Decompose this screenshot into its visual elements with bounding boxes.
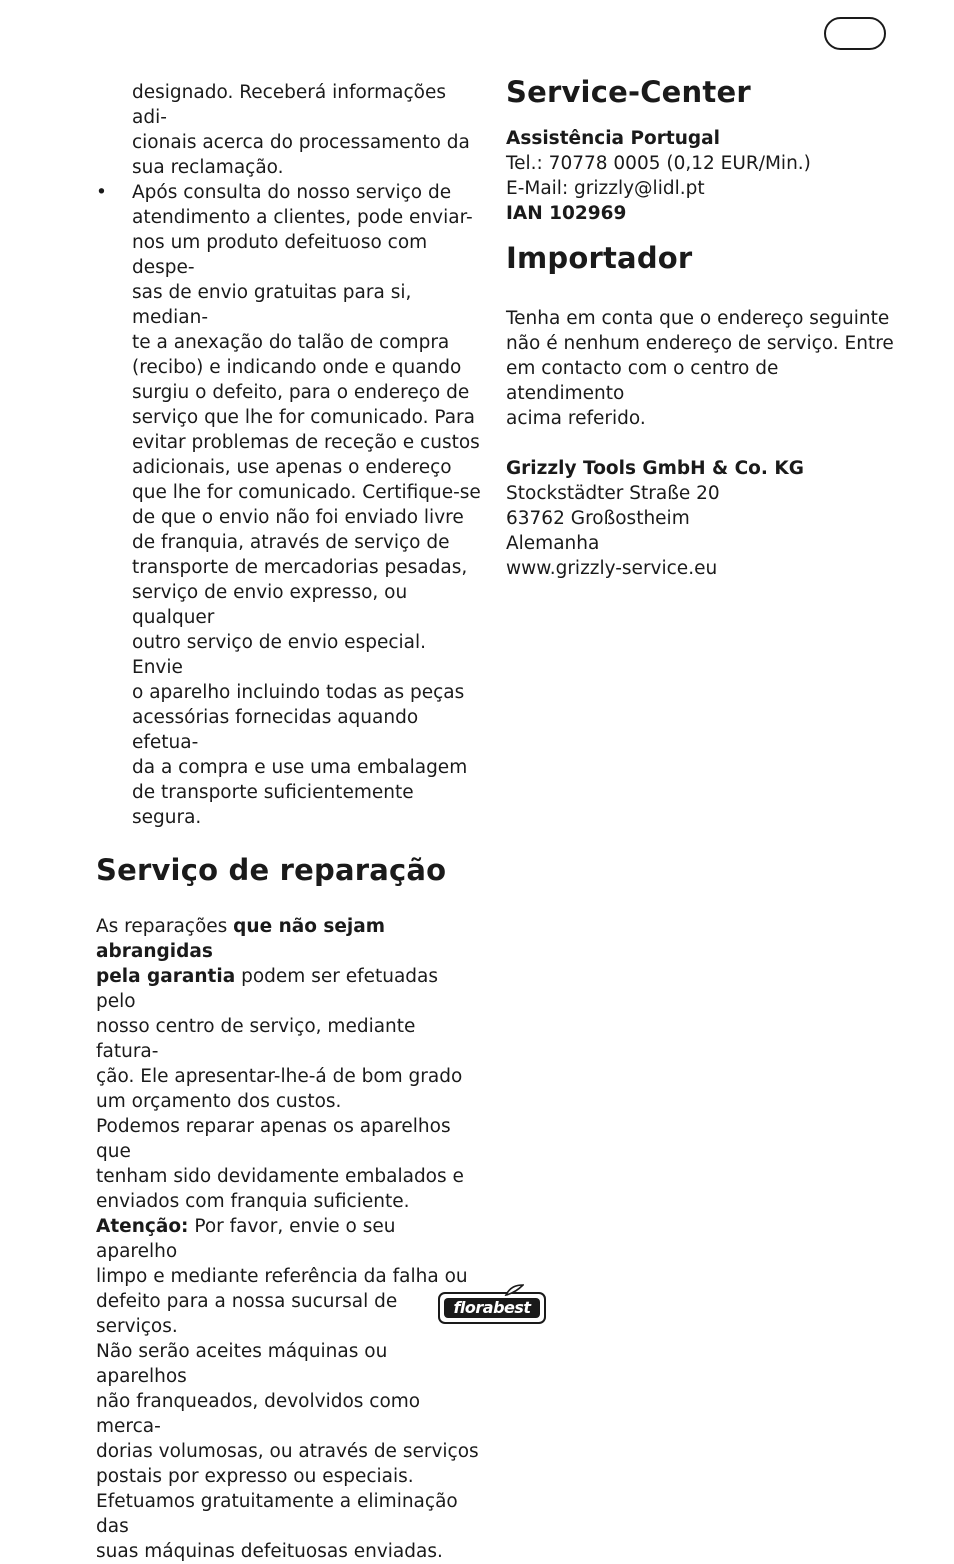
- logo-frame: [438, 1292, 546, 1324]
- text-line: cionais acerca do processamento da: [132, 132, 470, 153]
- text-line: [96, 964, 482, 1014]
- text-line: Efetuamos gratuitamente a eliminação das: [96, 1491, 458, 1537]
- emphasis-text: que não sejam abrangidas: [96, 916, 386, 962]
- text-line: ção. Ele apresentar-lhe-á de bom grado: [96, 1066, 463, 1087]
- text-run: As reparações: [96, 916, 234, 937]
- text-line: da a compra e use uma embalagem: [132, 757, 468, 778]
- text-line: de franquia, através de serviço de: [132, 532, 450, 553]
- text-line: designado. Receberá informações adi-: [132, 82, 446, 128]
- language-badge: [824, 17, 886, 50]
- service-phone: Tel.: 70778 0005 (0,12 EUR/Min.): [506, 153, 811, 174]
- text-line: não franqueados, devolvidos como merca-: [96, 1391, 421, 1437]
- intro-paragraph: [132, 80, 482, 180]
- attention-label: Atenção:: [96, 1216, 189, 1237]
- text-line: nosso centro de serviço, mediante fatura-: [96, 1016, 416, 1062]
- text-line: transporte de mercadorias pesadas,: [132, 557, 468, 578]
- text-line: Tenha em conta que o endereço seguinte: [506, 308, 890, 329]
- service-email: E-Mail: grizzly@lidl.pt: [506, 178, 705, 199]
- text-line: adicionais, use apenas o endereço: [132, 457, 452, 478]
- text-line: dorias volumosas, ou através de serviços: [96, 1441, 479, 1462]
- text-line: sua reclamação.: [132, 157, 284, 178]
- text-line: Podemos reparar apenas os aparelhos que: [96, 1116, 451, 1162]
- text-line: outro serviço de envio especial. Envie: [132, 632, 426, 678]
- city-address: 63762 Großostheim: [506, 508, 690, 529]
- service-country: Assistência Portugal: [506, 128, 720, 149]
- text-line: serviço de envio expresso, ou qualquer: [132, 582, 408, 628]
- service-ian: IAN 102969: [506, 203, 627, 224]
- text-line: defeito para a nossa sucursal de serviços.: [96, 1291, 398, 1337]
- text-line: acessórias fornecidas aquando efetua-: [132, 707, 419, 753]
- text-line: acima referido.: [506, 408, 646, 429]
- street-address: Stockstädter Straße 20: [506, 483, 720, 504]
- text-line: que lhe for comunicado. Certifique-se: [132, 482, 481, 503]
- service-center-heading: Service-Center: [506, 75, 751, 109]
- text-line: surgiu o defeito, para o endereço de: [132, 382, 470, 403]
- text-line: um orçamento dos custos.: [96, 1091, 342, 1112]
- importer-note: [506, 306, 896, 431]
- text-line: limpo e mediante referência da falha ou: [96, 1266, 468, 1287]
- company-name: Grizzly Tools GmbH & Co. KG: [506, 458, 804, 479]
- text-line: te a anexação do talão de compra: [132, 332, 450, 353]
- text-line: de transporte suficientemente segura.: [132, 782, 414, 828]
- text-line: (recibo) e indicando onde e quando: [132, 357, 462, 378]
- text-line: • Após consulta do nosso serviço de: [132, 182, 452, 203]
- text-line: [96, 1214, 482, 1264]
- text-line: postais por expresso ou especiais.: [96, 1466, 414, 1487]
- text-line: enviados com franquia suficiente.: [96, 1191, 410, 1212]
- logo-wordmark: florabest: [444, 1298, 540, 1318]
- text-line: nos um produto defeituoso com despe-: [132, 232, 428, 278]
- emphasis-text: pela garantia: [96, 966, 236, 987]
- text-line: suas máquinas defeituosas enviadas.: [96, 1541, 443, 1562]
- text-line: de que o envio não foi enviado livre: [132, 507, 464, 528]
- website-text: www.grizzly-service.eu: [506, 558, 718, 579]
- repair-paragraph: [96, 914, 482, 1564]
- importer-heading: Importador: [506, 241, 693, 275]
- text-run: Por favor, envie o seu aparelho: [96, 1216, 396, 1262]
- leaf-icon: [504, 1284, 524, 1296]
- left-column: [96, 80, 482, 1564]
- text-line: sas de envio gratuitas para si, median-: [132, 282, 412, 328]
- bullet-item: [132, 180, 482, 830]
- importer-address: [506, 456, 896, 581]
- text-line: serviço que lhe for comunicado. Para: [132, 407, 475, 428]
- text-line: o aparelho incluindo todas as peças: [132, 682, 465, 703]
- repair-heading: Serviço de reparação: [96, 853, 447, 887]
- text-line: tenham sido devidamente embalados e: [96, 1166, 464, 1187]
- florabest-logo: [438, 1284, 548, 1326]
- text-line: Não serão aceites máquinas ou aparelhos: [96, 1341, 388, 1387]
- text-run: podem ser efetuadas pelo: [96, 966, 439, 1012]
- text-line: [96, 914, 482, 964]
- text-line: em contacto com o centro de atendimento: [506, 358, 779, 404]
- right-column: [506, 75, 896, 581]
- country-address: Alemanha: [506, 533, 600, 554]
- text-line: atendimento a clientes, pode enviar-: [132, 207, 473, 228]
- text-line: evitar problemas de receção e custos: [132, 432, 480, 453]
- text-line: não é nenhum endereço de serviço. Entre: [506, 333, 894, 354]
